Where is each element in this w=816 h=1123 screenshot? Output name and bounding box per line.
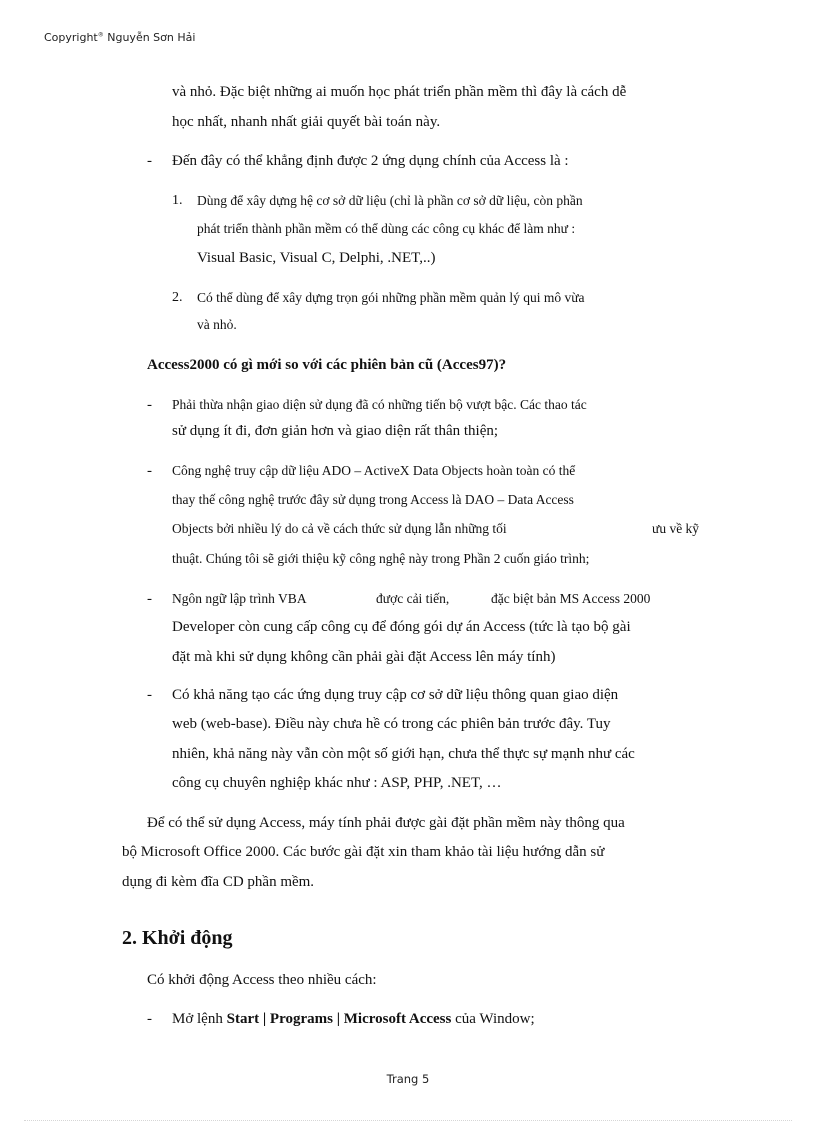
start-b1-suffix: của Window; xyxy=(451,1011,535,1027)
paragraph-line-3: dụng đi kèm đĩa CD phần mềm. xyxy=(122,874,315,890)
app1-line-2: phát triển thành phần mềm có thể dùng các công cụ khác để làm như : xyxy=(197,221,576,236)
paragraph-line-2: bộ Microsoft Office 2000. Các bước gài đặt xin tham khảo tài liệu hướng dẫn sử xyxy=(122,844,605,860)
b3-line-1b: được cải tiến, xyxy=(376,591,450,606)
b4-line-3: nhiên, khả năng này vẫn còn một số giới hạn, chưa thể thực sự mạnh như các xyxy=(172,746,635,762)
start-bullet-1 xyxy=(172,1009,535,1029)
b3-line-1a: Ngôn ngữ lập trình VBA xyxy=(172,591,307,606)
app2-line-2: và nhỏ. xyxy=(197,317,237,332)
start-b1-prefix: Mở lệnh xyxy=(172,1011,227,1027)
author-name: Nguyễn Sơn Hải xyxy=(103,31,196,44)
b4-line-4: công cụ chuyên nghiệp khác như : ASP, PHP, .NET, … xyxy=(172,775,502,791)
list-number-2: 2. xyxy=(172,290,183,305)
b4-line-1: Có khả năng tạo các ứng dụng truy cập cơ sở dữ liệu thông quan giao diện xyxy=(172,687,619,703)
b2-line-2: thay thế công nghệ trước đây sử dụng trong Access là DAO – Data Access xyxy=(172,492,574,507)
menu-path: Start | Programs | Microsoft Access xyxy=(226,1011,452,1027)
copyright-label: Copyright xyxy=(44,31,98,44)
app2-line-1: Có thể dùng để xây dựng trọn gói những phần mềm quản lý qui mô vừa xyxy=(197,290,585,305)
bullet-dash: - xyxy=(147,463,152,479)
registered-mark: ® xyxy=(97,31,104,39)
bottom-divider xyxy=(24,1120,792,1121)
bullet-dash: - xyxy=(147,153,152,169)
b2-line-3-end: ưu về kỹ xyxy=(652,521,700,536)
list-number-1: 1. xyxy=(172,193,183,208)
start-intro: Có khởi động Access theo nhiều cách: xyxy=(147,972,377,988)
intro-line-1: và nhỏ. Đặc biệt những ai muốn học phát triển phần mềm thì đây là cách dễ xyxy=(172,84,627,100)
page-header xyxy=(44,31,195,44)
intro-line-2: học nhất, nhanh nhất giải quyết bài toán này. xyxy=(172,114,441,130)
b2-line-4: thuật. Chúng tôi sẽ giới thiệu kỹ công nghệ này trong Phần 2 cuốn giáo trình; xyxy=(172,551,590,566)
bullet-dash: - xyxy=(147,591,152,607)
section-heading: 2. Khởi động xyxy=(122,927,233,949)
apps-intro: Đến đây có thể khẳng định được 2 ứng dụng chính của Access là : xyxy=(172,153,569,169)
b4-line-2: web (web-base). Điều này chưa hề có trong các phiên bản trước đây. Tuy xyxy=(172,716,611,732)
paragraph-line-1: Để có thể sử dụng Access, máy tính phải được gài đặt phần mềm này thông qua xyxy=(147,815,625,831)
b1-line-2: sử dụng ít đi, đơn giản hơn và giao diện rất thân thiện; xyxy=(172,423,499,439)
subheading-whats-new: Access2000 có gì mới so với các phiên bản cũ (Acces97)? xyxy=(147,357,507,373)
app1-line-1: Dùng để xây dựng hệ cơ sở dữ liệu (chỉ là phần cơ sở dữ liệu, còn phần xyxy=(197,193,583,208)
app1-line-3: Visual Basic, Visual C, Delphi, .NET,..) xyxy=(197,250,436,266)
b2-line-1: Công nghệ truy cập dữ liệu ADO – ActiveX Data Objects hoàn toàn có thể xyxy=(172,463,576,478)
bullet-dash: - xyxy=(147,397,152,413)
b3-line-1c: đặc biệt bản MS Access 2000 xyxy=(491,591,651,606)
b3-line-2: Developer còn cung cấp công cụ để đóng gói dự án Access (tức là tạo bộ gài xyxy=(172,619,631,635)
page-number: Trang 5 xyxy=(386,1072,430,1086)
b1-line-1: Phải thừa nhận giao diện sử dụng đã có những tiến bộ vượt bậc. Các thao tác xyxy=(172,397,587,412)
bullet-dash: - xyxy=(147,1011,152,1027)
b3-line-3: đặt mà khi sử dụng không cần phải gài đặt Access lên máy tính) xyxy=(172,649,556,665)
bullet-dash: - xyxy=(147,687,152,703)
b2-line-3: Objects bởi nhiều lý do cả về cách thức sử dụng lẫn những tối xyxy=(172,521,507,536)
